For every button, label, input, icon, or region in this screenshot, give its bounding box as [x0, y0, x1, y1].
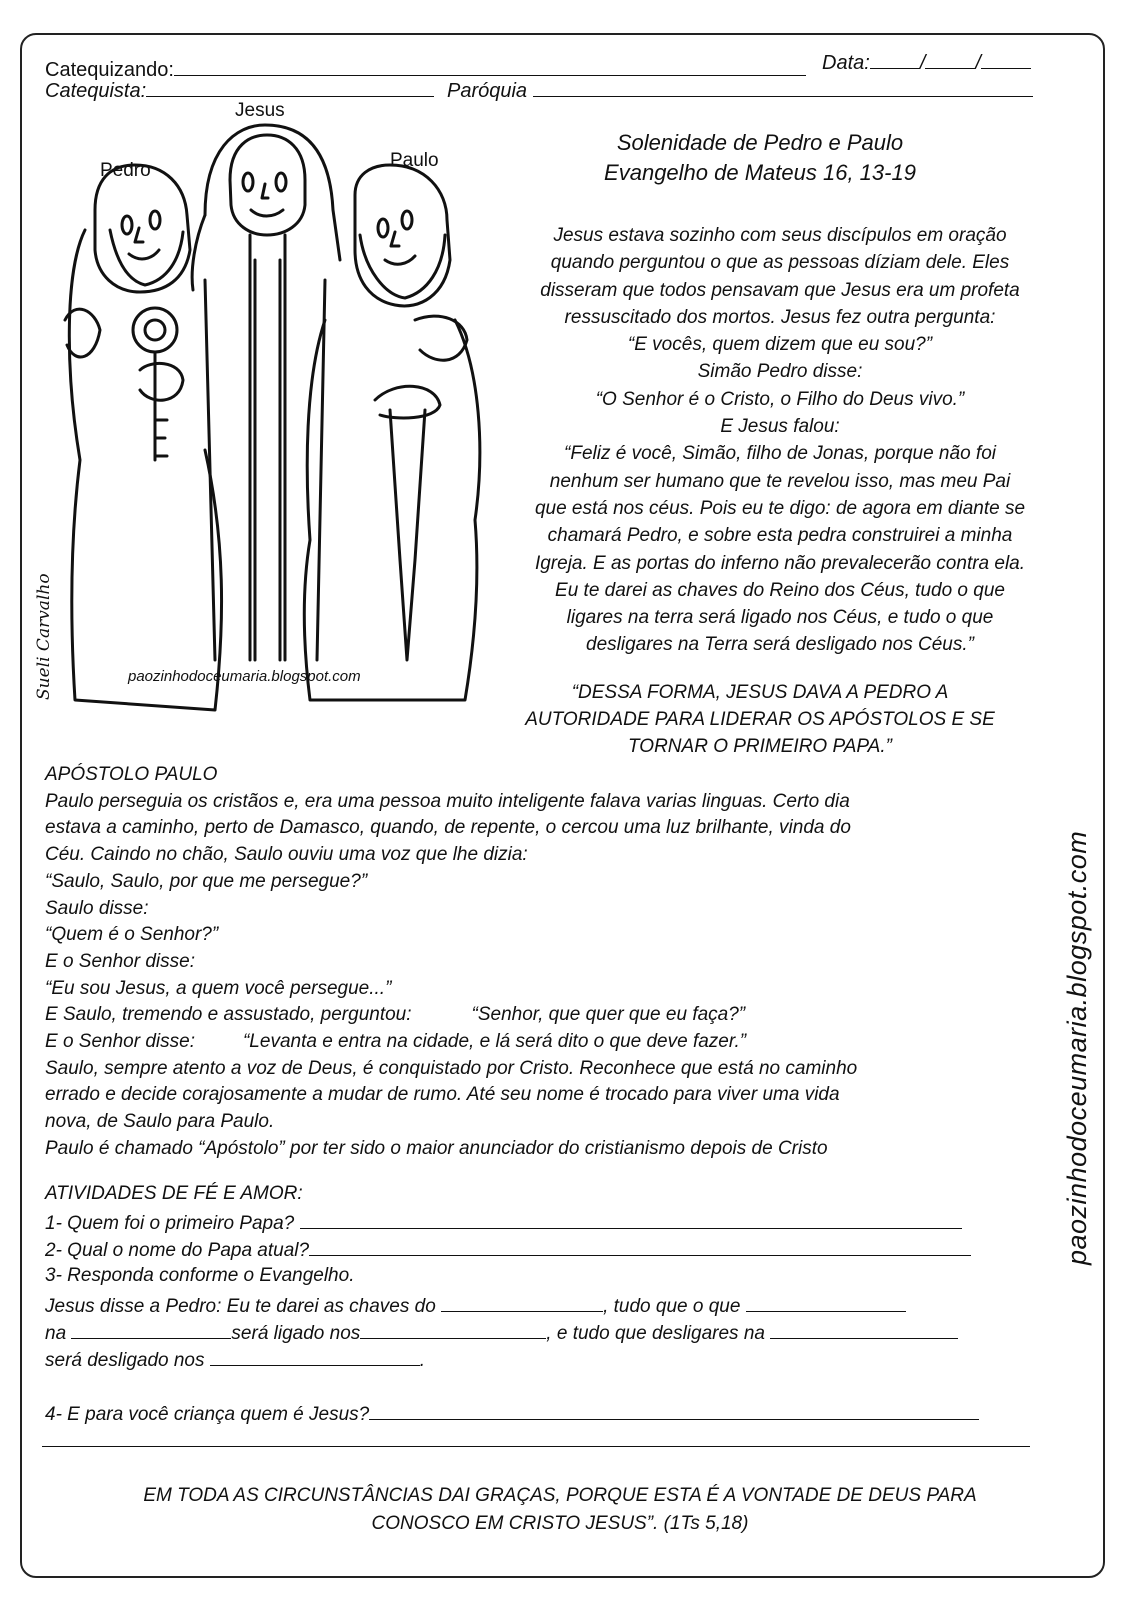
fill-text: será ligado nos: [231, 1323, 361, 1344]
blank-ceus-2[interactable]: [210, 1347, 420, 1366]
date-separator: /: [975, 52, 981, 74]
paragraph-line: Saulo disse:: [45, 897, 149, 919]
paragraph-line: estava a caminho, perto de Damasco, quando, de repente, o cercou uma luz brilhante, vinda do: [45, 817, 851, 839]
label-paulo: Paulo: [390, 150, 439, 171]
catequizando-input-line[interactable]: [174, 57, 806, 76]
gospel-line: E Jesus falou:: [720, 416, 840, 438]
gospel-line: desligares na Terra será desligado nos Céus.”: [586, 634, 974, 656]
paragraph-line: Paulo perseguia os cristãos e, era uma pessoa muito inteligente falava varias linguas. Certo dia: [45, 790, 850, 812]
illustration-blog-url: paozinhodoceumaria.blogspot.com: [128, 668, 361, 685]
answer-2-line[interactable]: [309, 1237, 971, 1256]
paragraph-line: [45, 1002, 1045, 1029]
catequista-input-line[interactable]: [146, 78, 434, 97]
fill-text: .: [419, 1350, 426, 1371]
paulo-figure: [304, 165, 480, 700]
answer-4-extra-line[interactable]: [42, 1446, 1030, 1447]
dialogue-quote: “Levanta e entra na cidade, e lá será dito o que deve fazer.”: [242, 1031, 747, 1053]
activities-heading: ATIVIDADES DE FÉ E AMOR:: [45, 1183, 303, 1204]
dialogue-lead: E Saulo, tremendo e assustado, perguntou:: [45, 1004, 412, 1026]
gospel-line: nenhum ser humano que te revelou isso, mas meu Pai: [549, 470, 1011, 492]
question-4[interactable]: [45, 1401, 979, 1426]
blank-ceus-1[interactable]: [360, 1320, 546, 1339]
title-line-2: Evangelho de Mateus 16, 13-19: [604, 160, 916, 185]
paroquia-field[interactable]: [447, 78, 1033, 103]
paragraph-line: Paulo é chamado “Apóstolo” por ter sido o maior anunciador do cristianismo depois de Cristo: [45, 1137, 828, 1159]
paragraph-line: [45, 1029, 1045, 1056]
gospel-line: ligares na terra será ligado nos Céus, e tudo o que: [566, 607, 994, 629]
fill-in-line-1[interactable]: [45, 1293, 906, 1318]
question-2-label: 2- Qual o nome do Papa atual?: [45, 1240, 310, 1261]
question-1[interactable]: [45, 1210, 962, 1235]
saints-illustration: [55, 120, 495, 720]
date-year-line[interactable]: [981, 50, 1031, 69]
catequista-label: Catequista:: [45, 80, 147, 102]
paragraph-line: errado e decide corajosamente a mudar de rumo. Até seu nome é trocado para viver uma vida: [45, 1084, 840, 1106]
blank-ligares[interactable]: [746, 1293, 906, 1312]
conclusion-text: [480, 679, 1040, 760]
gospel-line: Simão Pedro disse:: [697, 361, 863, 383]
date-label: Data:: [822, 52, 870, 74]
gospel-title: [555, 128, 965, 188]
artist-signature: Sueli Carvalho: [34, 573, 54, 700]
conclusion-line: AUTORIDADE PARA LIDERAR OS APÓSTOLOS E SE: [525, 709, 995, 730]
gospel-line: quando perguntou o que as pessoas díziam dele. Eles: [550, 252, 1010, 274]
gospel-line: chamará Pedro, e sobre esta pedra construirei a minha: [547, 525, 1013, 547]
label-pedro: Pedro: [100, 160, 151, 181]
gospel-line: que está nos céus. Pois eu te digo: de agora em diante se: [534, 497, 1026, 519]
date-field[interactable]: [822, 50, 1031, 75]
conclusion-line: TORNAR O PRIMEIRO PAPA.”: [628, 736, 892, 757]
date-day-line[interactable]: [870, 50, 920, 69]
title-line-1: Solenidade de Pedro e Paulo: [616, 130, 904, 155]
paroquia-input-line[interactable]: [533, 78, 1033, 97]
paragraph-line: “Quem é o Senhor?”: [45, 924, 219, 946]
gospel-line: Igreja. E as portas do inferno não prevalecerão contra ela.: [534, 552, 1026, 574]
question-3-label: 3- Responda conforme o Evangelho.: [45, 1265, 355, 1286]
paragraph-line: Saulo, sempre atento a voz de Deus, é conquistado por Cristo. Reconhece que está no caminho: [45, 1057, 858, 1079]
fill-text: será desligado nos: [45, 1350, 205, 1371]
fill-text: Jesus disse a Pedro: Eu te darei as chaves do: [45, 1296, 436, 1317]
blank-terra[interactable]: [71, 1320, 231, 1339]
fill-text: , tudo que o que: [603, 1296, 741, 1317]
fill-in-line-3[interactable]: [45, 1347, 425, 1372]
answer-1-line[interactable]: [300, 1210, 962, 1229]
dialogue-lead: E o Senhor disse:: [45, 1031, 195, 1053]
paragraph-line: E o Senhor disse:: [45, 950, 195, 972]
question-2[interactable]: [45, 1237, 971, 1262]
blank-terra-2[interactable]: [770, 1320, 958, 1339]
question-1-label: 1- Quem foi o primeiro Papa?: [45, 1213, 295, 1234]
label-jesus: Jesus: [235, 100, 285, 121]
answer-4-line[interactable]: [369, 1401, 979, 1420]
dialogue-quote: “Senhor, que quer que eu faça?”: [471, 1004, 746, 1026]
paragraph-line: “Saulo, Saulo, por que me persegue?”: [45, 870, 368, 892]
catequizando-label: Catequizando:: [45, 59, 174, 81]
fill-text: , e tudo que desligares na: [546, 1323, 765, 1344]
jesus-figure: [192, 125, 340, 660]
section-heading: APÓSTOLO PAULO: [45, 764, 218, 785]
gospel-line: “E vocês, quem dizem que eu sou?”: [627, 334, 933, 356]
date-month-line[interactable]: [925, 50, 975, 69]
gospel-line: “O Senhor é o Cristo, o Filho do Deus vivo.”: [595, 388, 965, 410]
fill-text: na: [45, 1323, 67, 1344]
apostolo-paulo-section: [45, 762, 1045, 1163]
paragraph-line: nova, de Saulo para Paulo.: [45, 1111, 275, 1133]
vertical-blog-watermark: paozinhodoceumaria.blogspot.com: [1062, 830, 1092, 1265]
fill-in-line-2[interactable]: [45, 1320, 958, 1345]
gospel-text: [470, 222, 1090, 659]
blank-chaves[interactable]: [441, 1293, 603, 1312]
paragraph-line: “Eu sou Jesus, a quem você persegue...”: [45, 977, 392, 999]
gospel-line: “Feliz é você, Simão, filho de Jonas, porque não foi: [564, 443, 996, 465]
conclusion-line: “DESSA FORMA, JESUS DAVA A PEDRO A: [571, 682, 949, 703]
question-4-label: 4- E para você criança quem é Jesus?: [45, 1404, 370, 1425]
pedro-figure: [65, 165, 222, 710]
paragraph-line: Céu. Caindo no chão, Saulo ouviu uma voz que lhe dizia:: [45, 844, 528, 866]
gospel-line: Jesus estava sozinho com seus discípulos em oração: [553, 225, 1007, 246]
gospel-line: disseram que todos pensavam que Jesus era um profeta: [540, 279, 1020, 301]
gospel-line: ressuscitado dos mortos. Jesus fez outra pergunta:: [564, 306, 996, 328]
footer-line-1: EM TODA AS CIRCUNSTÂNCIAS DAI GRAÇAS, PORQUE ESTA É A VONTADE DE DEUS PARA: [143, 1485, 977, 1506]
footer-line-2: CONOSCO EM CRISTO JESUS”. (1Ts 5,18): [371, 1513, 749, 1534]
footer-quote: [30, 1482, 1090, 1538]
paroquia-label: Paróquia: [447, 80, 528, 102]
date-separator: /: [919, 52, 926, 74]
gospel-line: Eu te darei as chaves do Reino dos Céus, tudo o que: [555, 579, 1005, 601]
